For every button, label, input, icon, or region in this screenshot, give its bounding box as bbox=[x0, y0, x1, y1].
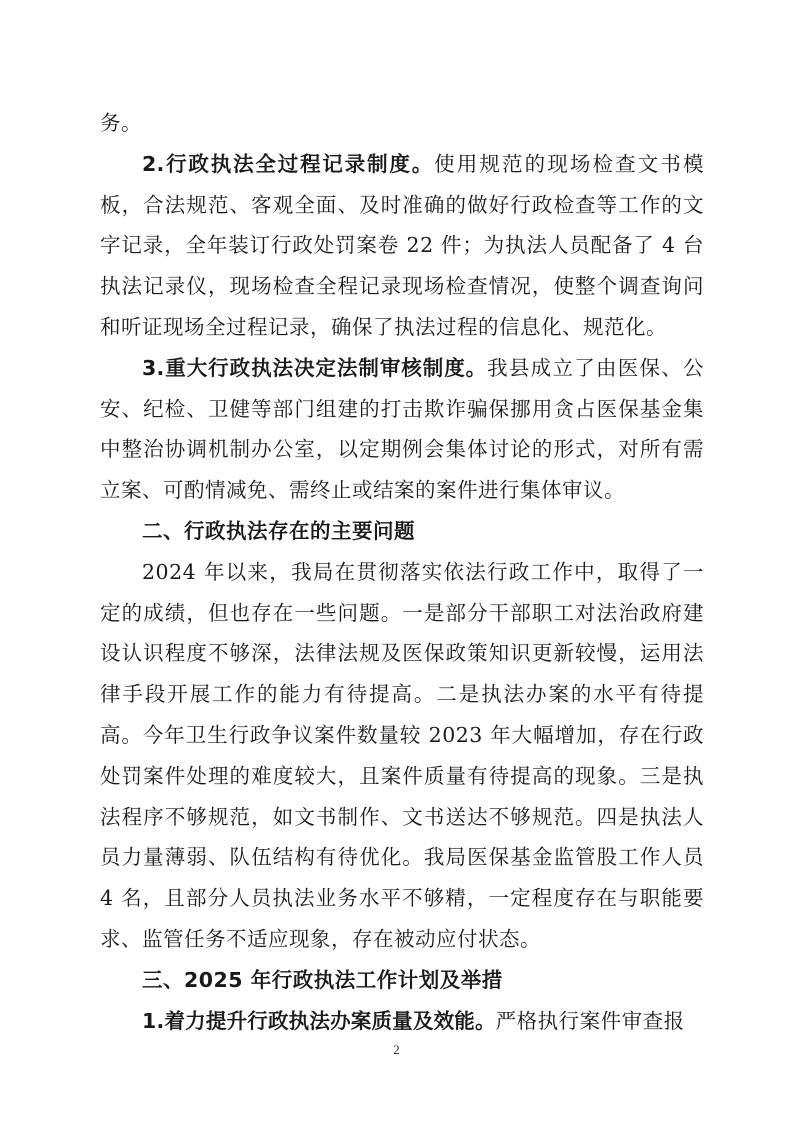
section-heading-problems: 二、行政执法存在的主要问题 bbox=[142, 518, 416, 543]
paragraph-text: 2024 年以来，我局在贯彻落实依法行政工作中，取得了一定的成绩，但也存在一些问题。一是部分干部职工对法治政府建设认识程度不够深，法律法规及医保政策知识更新较慢，运用法律手段开展工作的能力有待提高。二是执法办案的水平有待提高。今年卫生行政争议案件数量较 2023 年大幅增加，存在行政处罚案件处理的难度较大，且案件质量有待提高的现象。三是执法程序不够规范，如文书制作、文书送达不够规范。四是执法人员力量薄弱、队伍结构有待优化。我局医保基金监管股工作人员 4 名，且部分人员执法业务水平不够精，一定程度存在与职能要求、监管任务不适应现象，存在被动应付状态。 bbox=[100, 559, 704, 951]
paragraph-problems bbox=[100, 552, 704, 960]
paragraph-text: 我县成立了由医保、公安、纪检、卫健等部门组建的打击欺诈骗保挪用贪占医保基金集中整治协调机制办公室，以定期例会集体讨论的形式，对所有需立案、可酌情减免、需终止或结案的案件进行集体审议。 bbox=[100, 355, 705, 503]
paragraph-lead: 2.行政执法全过程记录制度。 bbox=[142, 151, 435, 176]
paragraph-legal-review-system bbox=[100, 348, 704, 511]
paragraph-lead: 1.着力提升行政执法办案质量及效能。 bbox=[142, 1008, 496, 1033]
paragraph-text: 使用规范的现场检查文书模板，合法规范、客观全面、及时准确的做好行政检查等工作的文字记录，全年装订行政处罚案卷 22 件；为执法人员配备了 4 台执法记录仪，现场检查全程记录现场检查情况，使整个调查询问和听证现场全过程记录，确保了执法过程的信息化、规范化。 bbox=[100, 151, 704, 339]
paragraph-lead: 3.重大行政执法决定法制审核制度。 bbox=[142, 355, 488, 380]
paragraph-continuation bbox=[100, 103, 704, 144]
body-text bbox=[100, 103, 704, 1041]
page-number: 2 bbox=[393, 1042, 400, 1057]
section-heading-plan: 三、2025 年行政执法工作计划及举措 bbox=[142, 967, 503, 992]
paragraph-recording-system bbox=[100, 144, 704, 348]
paragraph-text: 严格执行案件审查报 bbox=[495, 1008, 685, 1033]
paragraph-quality-efficiency bbox=[100, 1001, 704, 1042]
paragraph-text: 务。 bbox=[100, 111, 142, 135]
